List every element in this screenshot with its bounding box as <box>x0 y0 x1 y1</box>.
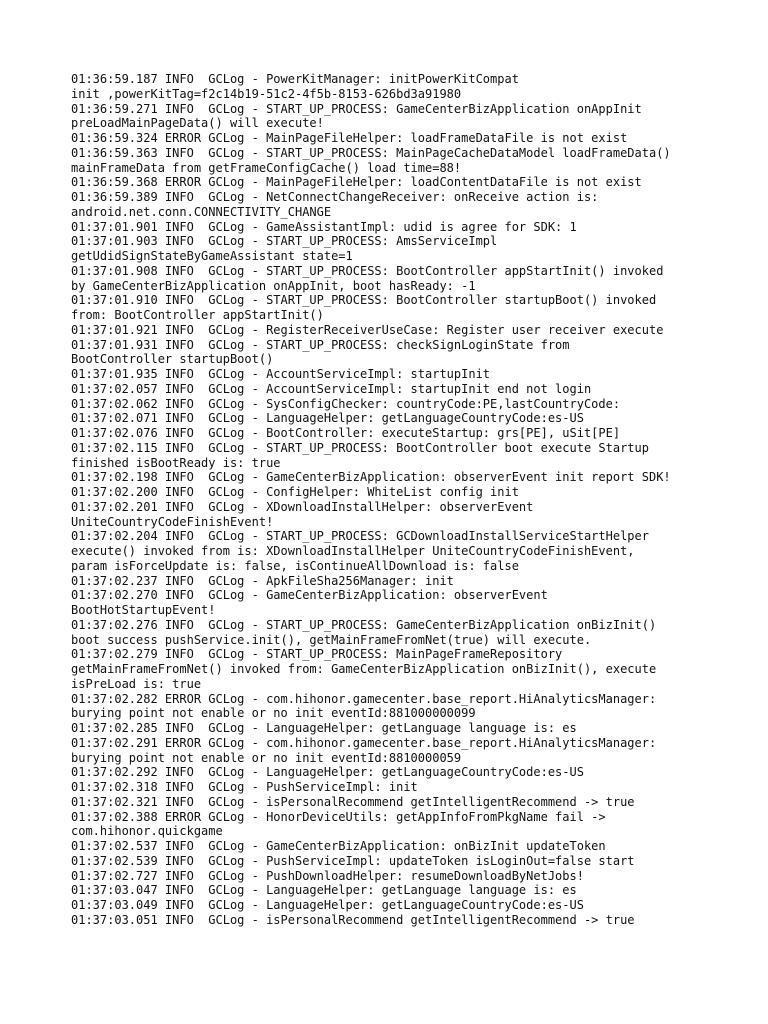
log-line: boot success pushService.init(), getMainFrameFromNet(true) will execute. <box>71 632 592 647</box>
log-line: 01:37:02.291 ERROR GCLog - com.hihonor.gamecenter.base_report.HiAnalyticsManager: <box>71 735 657 750</box>
log-line: by GameCenterBizApplication onAppInit, boot hasReady: -1 <box>71 278 476 293</box>
log-line: 01:37:02.115 INFO GCLog - START_UP_PROCESS: BootController boot execute Startup <box>71 440 649 455</box>
log-line: 01:37:01.931 INFO GCLog - START_UP_PROCESS: checkSignLoginState from <box>71 337 570 352</box>
log-line: 01:37:02.076 INFO GCLog - BootController: executeStartup: grs[PE], uSit[PE] <box>71 426 621 440</box>
log-line: 01:37:02.537 INFO GCLog - GameCenterBizApplication: onBizInit updateToken <box>71 839 606 853</box>
log-line: 01:37:03.051 INFO GCLog - isPersonalRecommend getIntelligentRecommend -> true <box>71 912 635 927</box>
log-line: preLoadMainPageData() will execute! <box>71 116 324 131</box>
log-line: mainFrameData from getFrameConfigCache() load time=88! <box>71 160 462 175</box>
log-line: param isForceUpdate is: false, isContinueAllDownload is: false <box>71 558 519 573</box>
log-line: from: BootController appStartInit() <box>71 308 324 322</box>
log-line: getMainFrameFromNet() invoked from: GameCenterBizApplication onBizInit(), execute <box>71 662 657 676</box>
log-line: 01:37:01.935 INFO GCLog - AccountServiceImpl: startupInit <box>71 367 491 381</box>
log-line: 01:37:03.047 INFO GCLog - LanguageHelper: getLanguage language is: es <box>71 883 577 898</box>
log-line: 01:36:59.363 INFO GCLog - START_UP_PROCESS: MainPageCacheDataModel loadFrameData() <box>71 145 671 160</box>
log-line: 01:37:02.237 INFO GCLog - ApkFileSha256Manager: init <box>71 573 454 588</box>
log-line: BootHotStartupEvent! <box>71 603 216 617</box>
log-line: 01:37:01.903 INFO GCLog - START_UP_PROCESS: AmsServiceImpl <box>71 234 498 249</box>
log-line: 01:36:59.368 ERROR GCLog - MainPageFileHelper: loadContentDataFile is not exist <box>71 175 642 190</box>
log-line: burying point not enable or no init eventId:881000000099 <box>71 706 476 721</box>
log-line: 01:37:02.727 INFO GCLog - PushDownloadHelper: resumeDownloadByNetJobs! <box>71 868 584 883</box>
log-line: 01:37:03.049 INFO GCLog - LanguageHelper: getLanguageCountryCode:es-US <box>71 898 584 912</box>
log-line: 01:37:02.282 ERROR GCLog - com.hihonor.gamecenter.base_report.HiAnalyticsManager: <box>71 691 657 706</box>
log-line: getUdidSignStateByGameAssistant state=1 <box>71 249 353 263</box>
log-line: 01:37:01.901 INFO GCLog - GameAssistantImpl: udid is agree for SDK: 1 <box>71 219 577 234</box>
log-line: burying point not enable or no init eventId:8810000059 <box>71 750 462 765</box>
log-line: 01:37:01.910 INFO GCLog - START_UP_PROCESS: BootController startupBoot() invoked <box>71 293 657 308</box>
log-line: 01:36:59.389 INFO GCLog - NetConnectChangeReceiver: onReceive action is: <box>71 190 599 204</box>
log-line: 01:36:59.271 INFO GCLog - START_UP_PROCESS: GameCenterBizApplication onAppInit <box>71 101 642 116</box>
log-line: 01:37:02.062 INFO GCLog - SysConfigChecker: countryCode:PE,lastCountryCode: <box>71 396 621 411</box>
log-line: 01:37:02.321 INFO GCLog - isPersonalRecommend getIntelligentRecommend -> true <box>71 794 635 809</box>
log-line: UniteCountryCodeFinishEvent! <box>71 514 274 529</box>
log-line: android.net.conn.CONNECTIVITY_CHANGE <box>71 204 332 219</box>
log-line: 01:37:02.071 INFO GCLog - LanguageHelper: getLanguageCountryCode:es-US <box>71 411 584 426</box>
log-line: 01:37:02.318 INFO GCLog - PushServiceImpl: init <box>71 780 418 794</box>
log-line: isPreLoad is: true <box>71 676 202 691</box>
log-line: 01:37:02.270 INFO GCLog - GameCenterBizApplication: observerEvent <box>71 588 548 603</box>
log-line: 01:37:01.921 INFO GCLog - RegisterReceiverUseCase: Register user receiver execute <box>71 322 664 337</box>
log-text-block <box>71 72 711 928</box>
log-line: com.hihonor.quickgame <box>71 824 223 839</box>
log-line: 01:37:02.279 INFO GCLog - START_UP_PROCESS: MainPageFrameRepository <box>71 647 563 662</box>
log-line: 01:36:59.187 INFO GCLog - PowerKitManager: initPowerKitCompat <box>71 72 519 86</box>
log-line: 01:37:02.292 INFO GCLog - LanguageHelper: getLanguageCountryCode:es-US <box>71 765 584 780</box>
log-line: 01:37:02.057 INFO GCLog - AccountServiceImpl: startupInit end not login <box>71 381 592 396</box>
log-line: 01:37:02.198 INFO GCLog - GameCenterBizApplication: observerEvent init report SDK! <box>71 470 671 485</box>
log-line: 01:37:02.276 INFO GCLog - START_UP_PROCESS: GameCenterBizApplication onBizInit() <box>71 617 657 632</box>
log-line: 01:37:02.388 ERROR GCLog - HonorDeviceUtils: getAppInfoFromPkgName fail -> <box>71 809 606 824</box>
log-line: 01:37:02.285 INFO GCLog - LanguageHelper: getLanguage language is: es <box>71 721 577 735</box>
log-line: 01:37:02.204 INFO GCLog - START_UP_PROCESS: GCDownloadInstallServiceStartHelper <box>71 529 649 544</box>
log-line: 01:37:02.201 INFO GCLog - XDownloadInstallHelper: observerEvent <box>71 499 534 514</box>
log-line: BootController startupBoot() <box>71 352 274 367</box>
log-line: 01:37:02.539 INFO GCLog - PushServiceImpl: updateToken isLoginOut=false start <box>71 853 635 868</box>
log-line: 01:36:59.324 ERROR GCLog - MainPageFileHelper: loadFrameDataFile is not exist <box>71 131 628 145</box>
log-line: init ,powerKitTag=f2c14b19-51c2-4f5b-8153-626bd3a91980 <box>71 86 462 101</box>
log-line: execute() invoked from is: XDownloadInstallHelper UniteCountryCodeFinishEvent, <box>71 544 635 558</box>
log-line: 01:37:02.200 INFO GCLog - ConfigHelper: WhiteList config init <box>71 485 519 499</box>
log-line: finished isBootReady is: true <box>71 455 281 470</box>
log-line: 01:37:01.908 INFO GCLog - START_UP_PROCESS: BootController appStartInit() invoked <box>71 263 664 278</box>
